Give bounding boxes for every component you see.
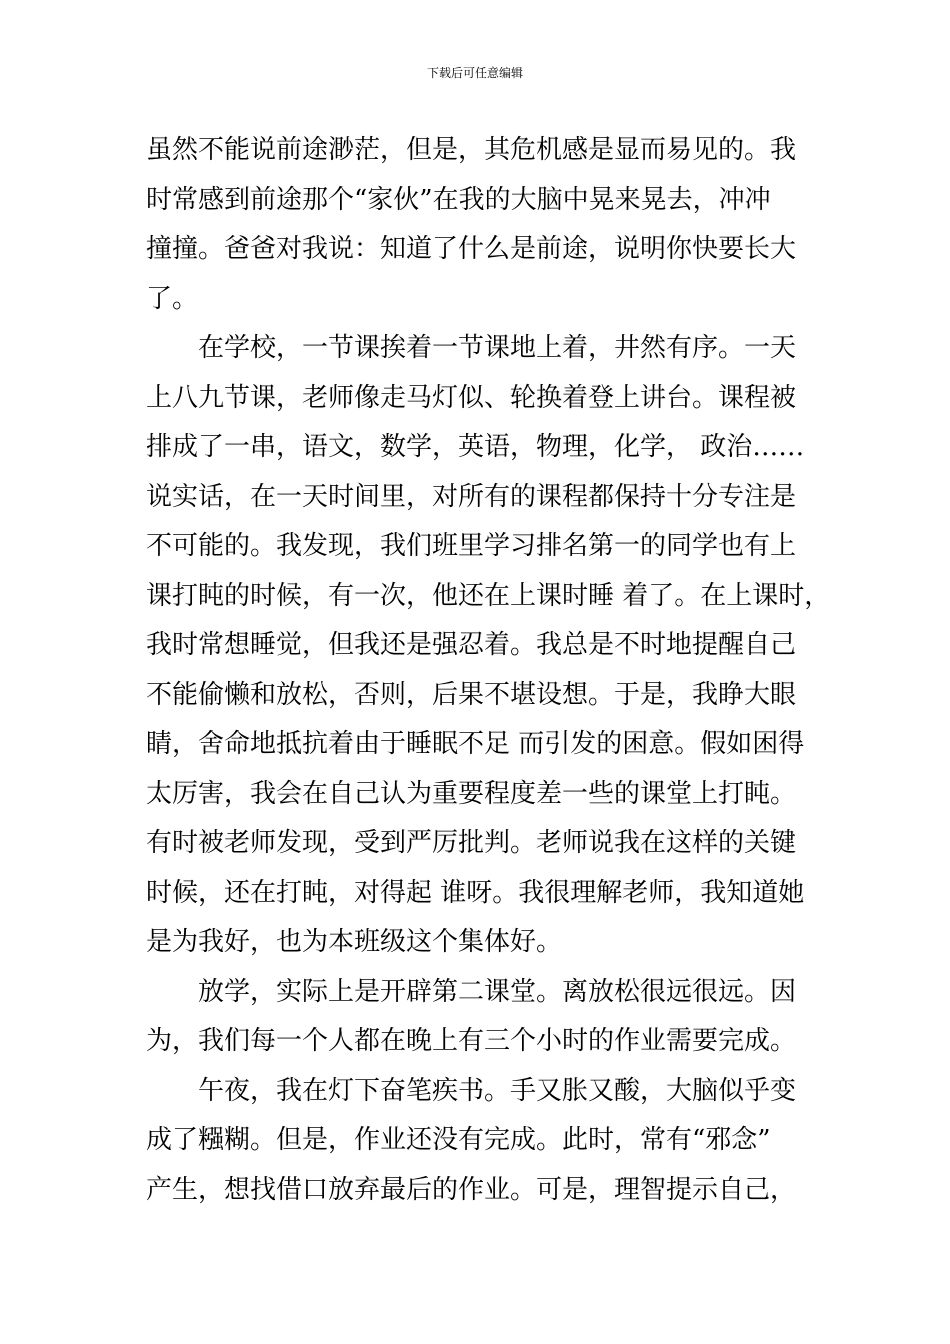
text-line: 为，我们每一个人都在晚上有三个小时的作业需要完成。 bbox=[146, 1026, 797, 1056]
text-line: 课打盹的时候，有一次，他还在上课时睡 着了。在上课时， bbox=[146, 580, 831, 611]
page-header: 下载后可任意编辑 bbox=[426, 66, 523, 80]
text-line: 我时常想睡觉，但我还是强忍着。我总是不时地提醒自己 bbox=[146, 630, 797, 660]
text-line: 不可能的。我发现，我们班里学习排名第一的同学也有上 bbox=[146, 531, 797, 561]
text-line: 放学，实际上是开辟第二课堂。离放松很远很远。因 bbox=[198, 976, 797, 1007]
text-line: 时常感到前途那个“家伙”在我的大脑中晃来晃去，冲冲 bbox=[146, 184, 771, 215]
text-line: 睛，舍命地抵抗着由于睡眠不足 而引发的困意。假如困得 bbox=[146, 729, 805, 759]
text-line: 上八九节课，老师像走马灯似、轮换着登上讲台。课程被 bbox=[146, 382, 797, 413]
text-line: 排成了一串，语文，数学，英语，物理，化学， 政治…… bbox=[146, 432, 805, 462]
text-line: 虽然不能说前途渺茫，但是，其危机感是显而易见的。我 bbox=[146, 135, 797, 165]
text-line: 成了糨糊。但是，作业还没有完成。此时，常有“邪念” bbox=[146, 1125, 771, 1155]
text-line: 午夜，我在灯下奋笔疾书。手又胀又酸，大脑似乎变 bbox=[198, 1075, 797, 1106]
body-text bbox=[146, 126, 831, 1215]
text-line: 是为我好，也为本班级这个集体好。 bbox=[146, 927, 563, 957]
text-line: 了。 bbox=[146, 283, 199, 314]
text-line: 时候，还在打盹，对得起 谁呀。我很理解老师，我知道她 bbox=[146, 877, 805, 908]
text-line: 产生，想找借口放弃最后的作业。可是，理智提示自己， bbox=[146, 1174, 797, 1205]
text-line: 说实话，在一天时间里，对所有的课程都保持十分专注是 bbox=[146, 481, 797, 512]
text-line: 有时被老师发现，受到严厉批判。老师说我在这样的关键 bbox=[146, 828, 797, 858]
text-line: 撞撞。爸爸对我说：知道了什么是前途，说明你快要长大 bbox=[146, 234, 797, 264]
text-line: 在学校，一节课挨着一节课地上着，井然有序。一天 bbox=[198, 333, 797, 363]
text-line: 太厉害，我会在自己认为重要程度差一些的课堂上打盹。 bbox=[146, 778, 797, 809]
text-line: 不能偷懒和放松，否则，后果不堪设想。于是，我睁大眼 bbox=[146, 679, 797, 710]
